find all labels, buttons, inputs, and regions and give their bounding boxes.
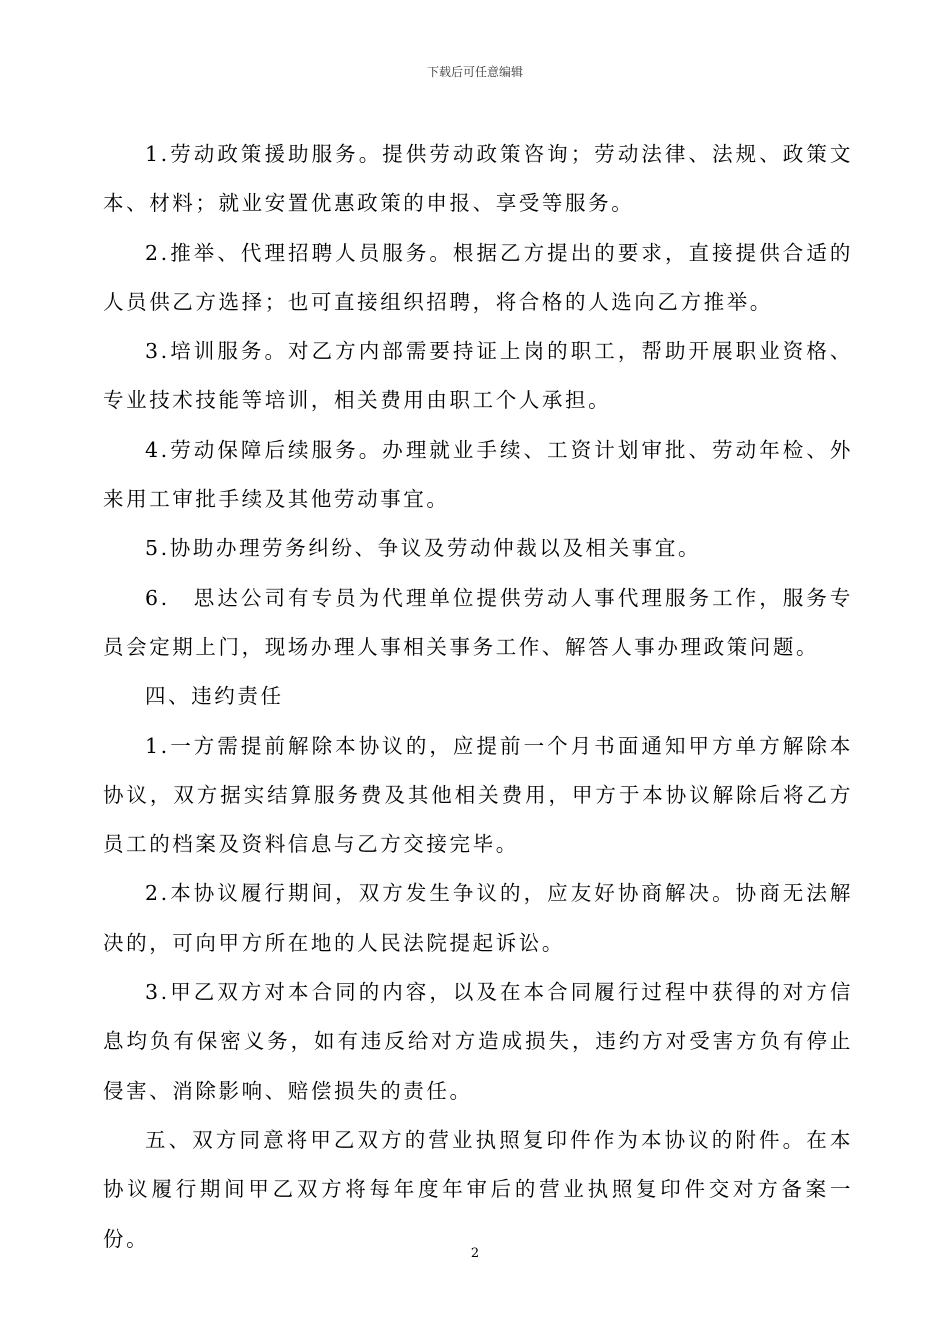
paragraph-service-3: 3.培训服务。对乙方内部需要持证上岗的职工，帮助开展职业资格、专业技术技能等培训，相关费用由职工个人承担。: [103, 339, 853, 413]
paragraph-section-5: 五、双方同意将甲乙双方的营业执照复印件作为本协议的附件。在本协议履行期间甲乙双方将每年度年审后的营业执照复印件交对方备案一份。: [103, 1127, 853, 1251]
section-heading-breach: 四、违约责任: [145, 684, 284, 709]
paragraph-service-4: 4.劳动保障后续服务。办理就业手续、工资计划审批、劳动年检、外来用工审批手续及其他劳动事宜。: [103, 437, 853, 512]
page-header: 下载后可任意编辑: [426, 65, 523, 79]
document-body: [103, 130, 853, 1264]
paragraph-service-1: 1.劳动政策援助服务。提供劳动政策咨询；劳动法律、法规、政策文本、材料；就业安置优惠政策的申报、享受等服务。: [103, 142, 853, 216]
paragraph-breach-1: 1.一方需提前解除本协议的，应提前一个月书面通知甲方单方解除本协议，双方据实结算服务费及其他相关费用，甲方于本协议解除后将乙方员工的档案及资料信息与乙方交接完毕。: [103, 733, 853, 857]
paragraph-breach-2: 2.本协议履行期间，双方发生争议的，应友好协商解决。协商无法解决的，可向甲方所在地的人民法院提起诉讼。: [103, 881, 853, 955]
paragraph-breach-3: 3.甲乙双方对本合同的内容，以及在本合同履行过程中获得的对方信息均负有保密义务，如有违反给对方造成损失，违约方对受害方负有停止侵害、消除影响、赔偿损失的责任。: [103, 980, 853, 1103]
page-number: 2: [470, 1246, 480, 1261]
paragraph-service-6: 6. 思达公司有专员为代理单位提供劳动人事代理服务工作，服务专员会定期上门，现场办理人事相关事务工作、解答人事办理政策问题。: [103, 585, 853, 659]
paragraph-service-2: 2.推举、代理招聘人员服务。根据乙方提出的要求，直接提供合适的人员供乙方选择；也可直接组织招聘，将合格的人选向乙方推举。: [103, 240, 853, 314]
paragraph-service-5: 5.协助办理劳务纠纷、争议及劳动仲裁以及相关事宜。: [145, 536, 702, 561]
